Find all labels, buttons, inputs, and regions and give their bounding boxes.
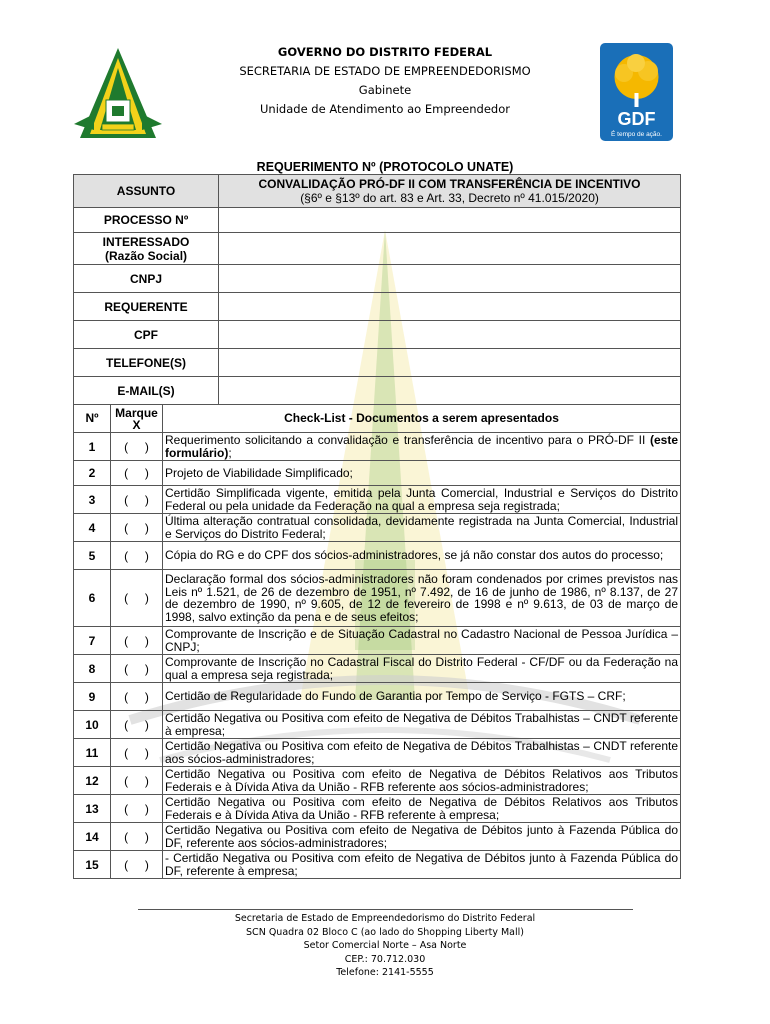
field-label-processo: PROCESSO Nº [74,208,219,233]
checklist-item-number: 15 [74,851,111,879]
field-label-interessado-sub: (Razão Social) [105,248,188,263]
checklist-row [74,711,681,739]
checklist-item-description [163,433,681,461]
checklist-item-text: Projeto de Viabilidade Simplificado; [165,465,353,480]
checklist-item-checkbox[interactable]: ( ) [111,795,163,823]
checklist-item-text: Declaração formal dos sócios-administradores não foram condenados por crimes previstos nas Leis nº 1.521, de 26 de dezembro de 1951, nº 7.492, de 16 de junho de 1986, nº 8.137, de 27 de dezembro de 1990, nº 9.605, de 12 de fevereiro de 1998 e nº 9.613, de 03 de março de 1998, salvo extinção da pena e de seus efeitos; [165,572,679,624]
checklist-item-number: 11 [74,739,111,767]
checklist-header-mark: Marque X [111,405,163,433]
field-label-cnpj: CNPJ [74,265,219,293]
field-label-requerente: REQUERENTE [74,293,219,321]
checklist-item-description [163,711,681,739]
checklist-item-number: 1 [74,433,111,461]
checklist-item-number: 4 [74,514,111,542]
footer-address: SCN Quadra 02 Bloco C (ao lado do Shopping Liberty Mall) [246,926,524,938]
field-label-interessado-main: INTERESSADO [102,234,190,249]
checklist-item-checkbox[interactable]: ( ) [111,711,163,739]
checklist-item-text: Certidão Negativa ou Positiva com efeito de Negativa de Débitos Trabalhistas – CNDT referente aos sócios-administradores; [165,739,679,766]
field-input-requerente[interactable] [219,293,681,321]
checklist-row [74,542,681,570]
checklist-row [74,433,681,461]
checklist-item-text: Certidão Negativa ou Positiva com efeito de Negativa de Débitos Trabalhistas – CNDT referente à empresa; [165,711,679,738]
checklist-item-text: Certidão Negativa ou Positiva com efeito de Negativa de Débitos Relativos aos Tributos Federais e à Dívida Ativa da União - RFB referente à empresa; [165,795,679,822]
checklist-header-number: Nº [74,405,111,433]
subject-title: CONVALIDAÇÃO PRÓ-DF II COM TRANSFERÊNCIA DE INCENTIVO [258,177,641,191]
df-coat-of-arms-logo [72,46,164,142]
field-input-telefone[interactable] [219,349,681,377]
checklist-row [74,683,681,711]
checklist-row [74,767,681,795]
checklist-item-checkbox[interactable]: ( ) [111,461,163,486]
field-input-email[interactable] [219,377,681,405]
checklist-row [74,795,681,823]
checklist-row [74,851,681,879]
government-name: GOVERNO DO DISTRITO FEDERAL [277,45,493,59]
checklist-item-description [163,486,681,514]
field-input-processo[interactable] [219,208,681,233]
checklist-item-checkbox[interactable]: ( ) [111,851,163,879]
checklist-item-number: 8 [74,655,111,683]
secretariat-name: SECRETARIA DE ESTADO DE EMPREENDEDORISMO [239,64,531,78]
checklist-item-checkbox[interactable]: ( ) [111,627,163,655]
field-label-email: E-MAIL(S) [74,377,219,405]
checklist-item-description [163,542,681,570]
checklist-row [74,570,681,627]
page-footer [0,912,770,980]
subject-label: ASSUNTO [74,175,219,208]
footer-divider [138,909,633,910]
checklist-item-text: Comprovante de Inscrição e de Situação Cadastral no Cadastro Nacional de Pessoa Jurídica – CNPJ; [165,627,679,654]
checklist-item-number: 9 [74,683,111,711]
field-label-cpf: CPF [74,321,219,349]
checklist-item-checkbox[interactable]: ( ) [111,767,163,795]
checklist-item-number: 13 [74,795,111,823]
checklist-item-checkbox[interactable]: ( ) [111,542,163,570]
subject-legal-basis: (§6º e §13º do art. 83 e Art. 33, Decreto nº 41.015/2020) [300,191,599,205]
checklist-item-text: Certidão Negativa ou Positiva com efeito de Negativa de Débitos Relativos aos Tributos Federais e à Dívida Ativa da União - RFB referente aos sócios-administradores; [165,767,679,794]
checklist-item-number: 3 [74,486,111,514]
checklist-item-checkbox[interactable]: ( ) [111,514,163,542]
checklist-item-checkbox[interactable]: ( ) [111,433,163,461]
checklist-item-number: 2 [74,461,111,486]
checklist-item-checkbox[interactable]: ( ) [111,739,163,767]
office-name: Gabinete [358,83,412,97]
gdf-logo-text: GDF [617,109,656,129]
checklist-item-checkbox[interactable]: ( ) [111,823,163,851]
checklist-item-number: 12 [74,767,111,795]
checklist-item-number: 5 [74,542,111,570]
footer-sector: Setor Comercial Norte – Asa Norte [303,940,467,951]
checklist-item-description [163,683,681,711]
checklist-header-documents: Check-List - Documentos a serem apresentados [163,405,681,433]
footer-secretariat: Secretaria de Estado de Empreendedorismo do Distrito Federal [234,913,536,924]
checklist-item-description [163,795,681,823]
unit-name: Unidade de Atendimento ao Empreendedor [260,102,510,116]
footer-phone: Telefone: 2141-5555 [336,967,434,978]
checklist-row [74,739,681,767]
checklist-item-text: Comprovante de Inscrição no Cadastral Fiscal do Distrito Federal - CF/DF ou da Federação na qual a empresa seja registrada; [165,655,679,682]
request-title: REQUERIMENTO Nº (PROTOCOLO UNATE) [256,160,514,174]
subject-value [219,175,681,208]
checklist-item-checkbox[interactable]: ( ) [111,683,163,711]
checklist-item-number: 14 [74,823,111,851]
checklist-item-description [163,823,681,851]
checklist-item-checkbox[interactable]: ( ) [111,655,163,683]
checklist-item-text: Certidão de Regularidade do Fundo de Garantia por Tempo de Serviço - FGTS – CRF; [165,689,626,704]
gdf-tagline: É tempo de ação. [611,131,662,138]
request-form-table [73,174,681,879]
checklist-item-description [163,655,681,683]
checklist-item-number: 6 [74,570,111,627]
checklist-item-checkbox[interactable]: ( ) [111,486,163,514]
checklist-item-text: Requerimento solicitando a convalidação e transferência de incentivo para o PRÓ-DF II [165,433,651,447]
checklist-item-description [163,851,681,879]
checklist-row [74,627,681,655]
checklist-item-description [163,514,681,542]
field-label-telefone: TELEFONE(S) [74,349,219,377]
checklist-item-tail: ; [228,445,232,460]
checklist-item-text: Certidão Simplificada vigente, emitida pela Junta Comercial, Industrial e Serviços do Distrito Federal ou pela unidade da Federação na qual a empresa seja registrada; [165,486,679,513]
gdf-logo [600,43,673,141]
checklist-item-number: 7 [74,627,111,655]
checklist-item-text: Cópia do RG e do CPF dos sócios-administradores, se já não constar dos autos do processo; [165,548,664,563]
checklist-item-text: Última alteração contratual consolidada, devidamente registrada na Junta Comercial, Industrial e Serviços do Distrito Federal; [165,514,679,541]
checklist-item-text: - Certidão Negativa ou Positiva com efeito de Negativa de Débitos junto à Fazenda Pública do DF, referente à empresa; [165,851,679,878]
checklist-item-checkbox[interactable]: ( ) [111,570,163,627]
checklist-item-description [163,461,681,486]
header-text-block [180,43,590,119]
field-input-interessado[interactable] [219,233,681,265]
field-label-interessado [74,233,219,265]
checklist-item-description [163,767,681,795]
checklist-item-text: Certidão Negativa ou Positiva com efeito de Negativa de Débitos junto à Fazenda Pública do DF, referente aos sócios-administradores; [165,823,679,850]
checklist-item-description [163,570,681,627]
checklist-row [74,655,681,683]
checklist-row [74,486,681,514]
field-input-cnpj[interactable] [219,265,681,293]
checklist-items [74,433,681,879]
checklist-row [74,461,681,486]
checklist-row [74,514,681,542]
checklist-item-description [163,739,681,767]
footer-cep: CEP.: 70.712.030 [344,953,426,965]
checklist-row [74,823,681,851]
checklist-item-description [163,627,681,655]
field-input-cpf[interactable] [219,321,681,349]
page-header [0,38,770,148]
checklist-item-bold-text: (este formulário) [165,433,679,460]
checklist-item-number: 10 [74,711,111,739]
